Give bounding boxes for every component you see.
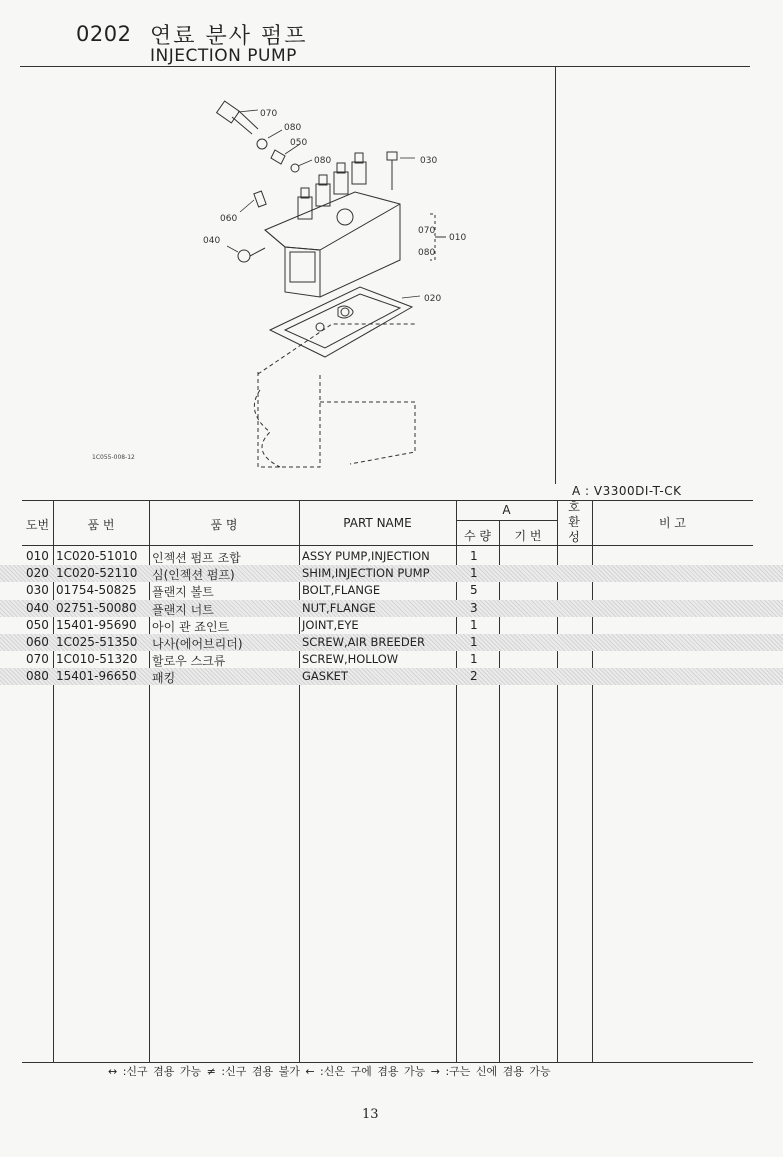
callout-080: 080	[314, 156, 332, 166]
ref-no-cell: 040	[26, 600, 49, 615]
part-number-cell: 1C020-51010	[56, 549, 138, 563]
header-name-ko: 품 명	[210, 518, 238, 532]
header-qty: 수 량	[464, 529, 491, 543]
quantity-cell: 1	[470, 635, 478, 649]
quantity-cell: 5	[470, 583, 478, 598]
quantity-cell: 1	[470, 566, 478, 581]
header-interchange: 호 환 성	[568, 500, 580, 544]
table-top-rule	[22, 500, 753, 501]
part-number-cell: 1C025-51350	[56, 635, 138, 649]
part-name-cell: SCREW,HOLLOW	[302, 652, 399, 667]
section-code: 0202	[76, 22, 132, 46]
korean-name-cell: 나사(에어브리더)	[152, 637, 243, 651]
header-rule	[20, 66, 750, 67]
exploded-parts-diagram	[20, 72, 555, 480]
part-name-cell: ASSY PUMP,INJECTION	[302, 549, 430, 563]
callout-060: 060	[220, 214, 238, 224]
table-row	[0, 582, 783, 599]
table-row	[0, 548, 783, 565]
part-number-cell: 1C010-51320	[56, 652, 138, 667]
figure-id: 1C055-008-12	[92, 454, 135, 461]
korean-name-cell: 심(인젝션 펌프)	[152, 568, 235, 583]
table-row	[0, 565, 783, 582]
korean-name-cell: 할로우 스크류	[152, 654, 226, 669]
part-name-cell: BOLT,FLANGE	[302, 583, 381, 598]
header-base: 기 번	[514, 529, 542, 543]
korean-name-cell: 플랜지 볼트	[152, 585, 214, 600]
compatibility-legend: ↔ :신구 겸용 가능 ≠ :신구 겸용 불가 ← :신은 구에 겸용 가능 → :구는 신에 겸용 가능	[108, 1065, 551, 1078]
part-name-cell: NUT,FLANGE	[302, 600, 376, 615]
ref-no-cell: 070	[26, 652, 49, 667]
header-remarks: 비 고	[659, 516, 686, 530]
ref-no-cell: 080	[26, 669, 49, 684]
quantity-cell: 2	[470, 669, 478, 684]
callout-020: 020	[424, 294, 442, 304]
callout-070: 070	[418, 226, 436, 236]
group-a-rule	[456, 520, 558, 521]
ref-no-cell: 010	[26, 549, 49, 563]
callout-080: 080	[284, 123, 302, 133]
part-name-cell: GASKET	[302, 669, 348, 684]
callout-010: 010	[449, 233, 467, 243]
ref-no-cell: 050	[26, 617, 49, 632]
part-number-cell: 15401-95690	[56, 617, 137, 632]
quantity-cell: 1	[470, 617, 478, 632]
part-name-cell: SCREW,AIR BREEDER	[302, 635, 426, 649]
page-title-english: INJECTION PUMP	[150, 46, 297, 66]
callout-080: 080	[418, 248, 436, 258]
part-number-cell: 15401-96650	[56, 669, 137, 684]
callout-030: 030	[420, 156, 438, 166]
part-number-cell: 02751-50080	[56, 600, 137, 615]
ref-no-cell: 020	[26, 566, 49, 581]
header-ref-no: 도번	[25, 518, 50, 532]
quantity-cell: 1	[470, 549, 478, 563]
ref-no-cell: 030	[26, 583, 49, 598]
table-row	[0, 617, 783, 634]
part-number-cell: 01754-50825	[56, 583, 137, 598]
page-number: 13	[362, 1107, 379, 1122]
korean-name-cell: 아이 관 죠인트	[152, 619, 230, 634]
callout-070: 070	[260, 109, 278, 119]
callout-050: 050	[290, 138, 308, 148]
quantity-cell: 1	[470, 652, 478, 667]
ref-no-cell: 060	[26, 635, 49, 649]
korean-name-cell: 패킹	[152, 671, 176, 686]
table-row	[0, 668, 783, 685]
page-title-korean: 연료 분사 펌프	[150, 24, 308, 49]
table-row	[0, 600, 783, 617]
part-number-cell: 1C020-52110	[56, 566, 138, 581]
korean-name-cell: 플랜지 너트	[152, 602, 214, 617]
model-label: A : V3300DI-T-CK	[572, 484, 682, 498]
diagram-divider	[555, 67, 556, 484]
header-bottom-rule	[22, 545, 753, 546]
quantity-cell: 3	[470, 600, 478, 615]
table-row	[0, 634, 783, 651]
header-part-no: 품 번	[87, 518, 115, 532]
callout-040: 040	[203, 236, 221, 246]
part-name-cell: SHIM,INJECTION PUMP	[302, 566, 430, 581]
korean-name-cell: 인젝션 펌프 조합	[152, 551, 241, 565]
header-group-a: A	[502, 503, 511, 517]
header-part-name: PART NAME	[343, 516, 412, 530]
table-row	[0, 651, 783, 668]
part-name-cell: JOINT,EYE	[302, 617, 359, 632]
